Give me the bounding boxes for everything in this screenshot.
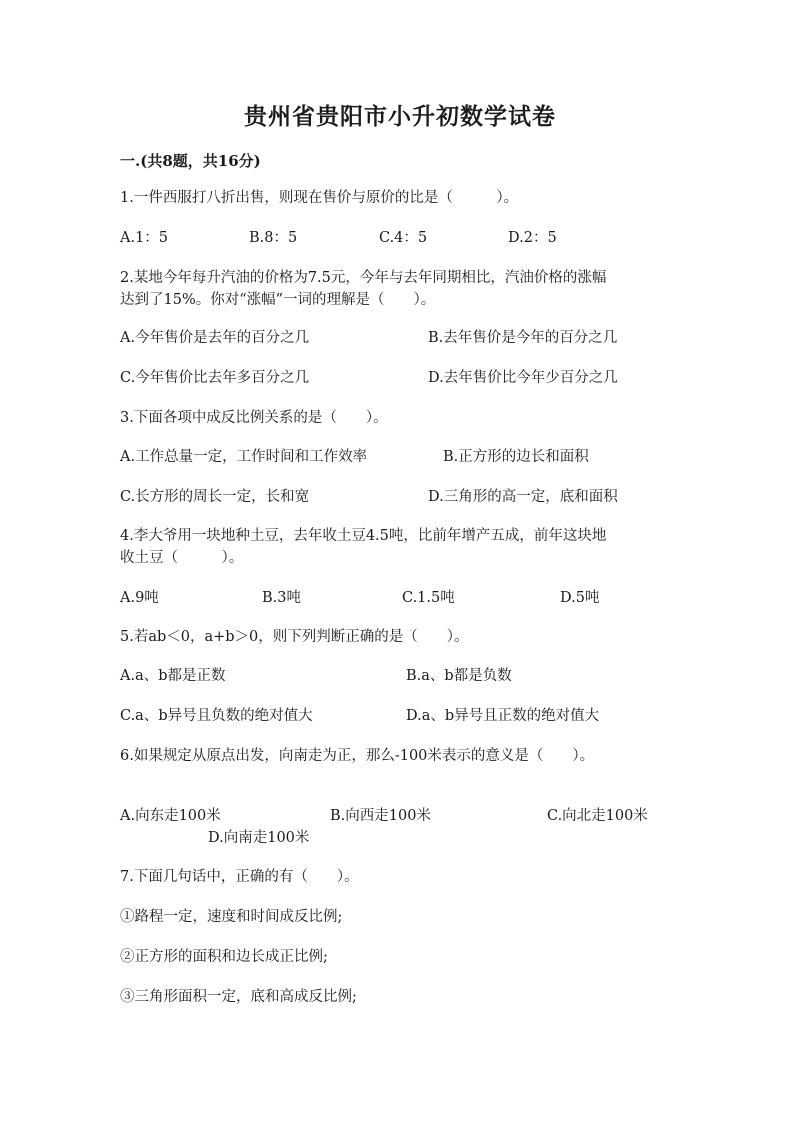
question-1-option-c: C.4：5 bbox=[379, 230, 428, 246]
question-2-option-c: C.今年售价比去年多百分之几 bbox=[120, 370, 310, 386]
question-3-option-c: C.长方形的周长一定，长和宽 bbox=[120, 489, 310, 505]
question-5-stem: 5.若ab＜0，a+b＞0，则下列判断正确的是（ ）。 bbox=[120, 629, 469, 645]
question-7-statement-3: ③三角形面积一定，底和高成反比例; bbox=[120, 989, 357, 1005]
question-1-option-d: D.2：5 bbox=[508, 230, 557, 246]
question-4-option-d: D.5吨 bbox=[560, 590, 600, 606]
question-4-stem-line-1: 4.李大爷用一块地种土豆，去年收土豆4.5吨，比前年增产五成，前年这块地 bbox=[120, 528, 607, 544]
question-6-option-b: B.向西走100米 bbox=[330, 808, 431, 824]
question-6-option-c: C.向北走100米 bbox=[547, 808, 648, 824]
question-5-option-c: C.a、b异号且负数的绝对值大 bbox=[120, 708, 313, 724]
question-7-statement-1: ①路程一定，速度和时间成反比例; bbox=[120, 909, 343, 925]
question-6-option-a: A.向东走100米 bbox=[120, 808, 221, 824]
question-3-stem: 3.下面各项中成反比例关系的是（ ）。 bbox=[120, 410, 388, 426]
question-2-stem-line-1: 2.某地今年每升汽油的价格为7.5元，今年与去年同期相比，汽油价格的涨幅 bbox=[120, 270, 607, 286]
question-4-option-c: C.1.5吨 bbox=[402, 590, 455, 606]
question-2-option-d: D.去年售价比今年少百分之几 bbox=[428, 370, 618, 386]
question-5-option-b: B.a、b都是负数 bbox=[406, 668, 512, 684]
question-2-option-b: B.去年售价是今年的百分之几 bbox=[428, 330, 618, 346]
question-4-stem-line-2: 收土豆（ ）。 bbox=[120, 550, 244, 566]
question-3-option-b: B.正方形的边长和面积 bbox=[443, 449, 589, 465]
question-7-statement-2: ②正方形的面积和边长成正比例; bbox=[120, 949, 328, 965]
question-4-option-b: B.3吨 bbox=[262, 590, 301, 606]
question-2-stem-line-2: 达到了15%。你对“涨幅”一词的理解是（ ）。 bbox=[120, 292, 436, 308]
question-2-option-a: A.今年售价是去年的百分之几 bbox=[120, 330, 310, 346]
question-4-option-a: A.9吨 bbox=[120, 590, 159, 606]
question-1-stem: 1.一件西服打八折出售，则现在售价与原价的比是（ ）。 bbox=[120, 190, 519, 206]
question-3-option-a: A.工作总量一定，工作时间和工作效率 bbox=[120, 449, 368, 465]
section-header: 一.(共8题，共16分) bbox=[120, 152, 261, 170]
question-1-option-a: A.1：5 bbox=[120, 230, 169, 246]
question-7-stem: 7.下面几句话中，正确的有（ ）。 bbox=[120, 869, 359, 885]
question-6-option-d: D.向南走100米 bbox=[208, 830, 310, 846]
question-6-stem: 6.如果规定从原点出发，向南走为正，那么-100米表示的意义是（ ）。 bbox=[120, 748, 595, 764]
question-5-option-a: A.a、b都是正数 bbox=[120, 668, 226, 684]
page-title: 贵州省贵阳市小升初数学试卷 bbox=[244, 103, 556, 130]
question-3-option-d: D.三角形的高一定，底和面积 bbox=[428, 489, 618, 505]
question-1-option-b: B.8：5 bbox=[249, 230, 298, 246]
question-5-option-d: D.a、b异号且正数的绝对值大 bbox=[406, 708, 600, 724]
